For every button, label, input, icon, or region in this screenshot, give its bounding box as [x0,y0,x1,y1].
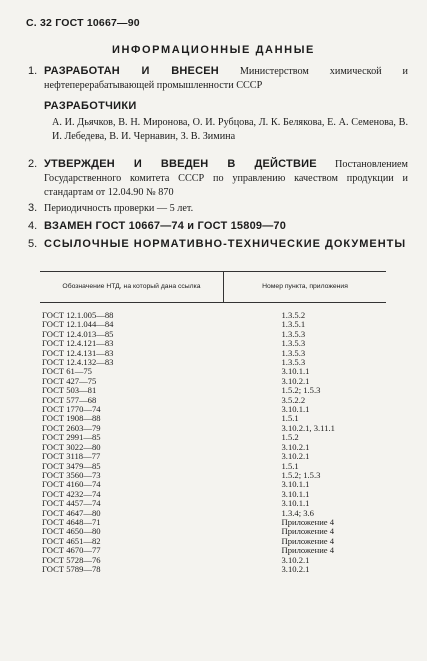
item-number: 5. [28,238,38,250]
ntd-designation-cell: ГОСТ 1770—74 [42,404,101,415]
info-item-2 [28,157,408,200]
clause-number-cell: 3.5.2.2 [281,394,306,405]
ntd-designation-cell: ГОСТ 2991—85 [42,432,101,443]
clause-number-cell: 1.5.2 [281,432,299,443]
clause-number-cell: 3.10.2.1 [281,441,310,452]
table-header-row [40,272,386,303]
ntd-designation-cell: ГОСТ 12.4.131—83 [42,347,114,358]
clause-number-cell: 1.3.4; 3.6 [281,507,314,518]
ntd-designation-cell: ГОСТ 577—68 [42,394,97,405]
table-body [40,303,386,575]
clause-number-cell: 3.10.2.1 [281,554,310,565]
item-heading: УТВЕРЖДЕН И ВВЕДЕН В ДЕЙСТВИЕ [44,158,317,170]
clause-number-cell: 3.10.1.1 [281,498,310,509]
clause-number-cell: Приложение 4 [281,526,335,537]
clause-number-cell: 1.5.1 [281,460,299,471]
item-number: 2. [28,158,38,170]
item-text: Постановлением Государственного комитета СССР по управлению качеством продукции и стандартам от 12.04.90 № 870 [44,159,408,198]
ntd-designation-cell: ГОСТ 12.4.132—83 [42,357,114,368]
table-row [40,303,386,321]
table-row [40,565,386,574]
item-text: Периодичность проверки — 5 лет. [44,203,194,214]
ntd-designation-cell: ГОСТ 4647—80 [42,507,101,518]
clause-number-cell: Приложение 4 [281,516,335,527]
ntd-designation-cell: ГОСТ 4651—82 [42,535,101,546]
ntd-designation-cell: ГОСТ 427—75 [42,375,97,386]
clause-number-cell: 3.10.1.1 [281,404,310,415]
ntd-designation-cell: ГОСТ 12.4.013—85 [42,328,114,339]
clause-number-cell: 3.10.1.1 [281,479,310,490]
item-heading: РАЗРАБОТАН И ВНЕСЕН [44,65,219,77]
item-heading: ССЫЛОЧНЫЕ НОРМАТИВНО-ТЕХНИЧЕСКИЕ ДОКУМЕНТЫ [44,238,407,250]
ntd-designation-cell: ГОСТ 4650—80 [42,526,101,537]
ntd-designation-cell: ГОСТ 12.4.121—83 [42,338,114,349]
item-number: 3. [28,202,38,214]
ntd-designation-cell: ГОСТ 3118—77 [42,451,101,462]
clause-number-cell: 3.10.2.1 [281,375,310,386]
ntd-designation-cell: ГОСТ 3022—80 [42,441,101,452]
col-header-clause: Номер пункта, приложения [224,272,387,303]
item-number: 1. [28,65,38,77]
ntd-designation-cell: ГОСТ 3479—85 [42,460,101,471]
clause-number-cell: 1.3.5.3 [281,357,306,368]
clause-number-cell: 1.3.5.3 [281,338,306,349]
section-title: ИНФОРМАЦИОННЫЕ ДАННЫЕ [111,44,315,56]
page-header: С. 32 ГОСТ 10667—90 [26,17,140,29]
info-item-4 [28,219,408,234]
ntd-designation-cell: ГОСТ 61—75 [42,366,92,377]
clause-number-cell: 1.5.2; 1.5.3 [281,385,321,396]
clause-number-cell: 1.5.1 [281,413,299,424]
ntd-designation-cell: ГОСТ 4670—77 [42,545,101,556]
clause-number-cell: 1.3.5.2 [281,310,306,320]
developers-list: А. И. Дьячков, В. Н. Миронова, О. И. Рубцова, Л. К. Белякова, Е. А. Семенова, В. И. Лебедева, В. И. Чернавин, З. В. Зимина [52,117,408,142]
info-item-5 [28,237,408,252]
clause-number-cell: 3.10.2.1 [281,563,310,574]
clause-number-cell: 3.10.2.1, 3.11.1 [281,422,335,433]
item-number: 4. [28,220,38,232]
ntd-designation-cell: ГОСТ 5728—76 [42,554,101,565]
item-heading: ВЗАМЕН ГОСТ 10667—74 и ГОСТ 15809—70 [44,220,287,232]
ntd-designation-cell: ГОСТ 4232—74 [42,488,101,499]
ntd-designation-cell: ГОСТ 2603—79 [42,422,101,433]
ntd-designation-cell: ГОСТ 5789—78 [42,563,101,574]
ntd-designation-cell: ГОСТ 12.1.044—84 [42,319,114,330]
ntd-designation-cell: ГОСТ 503—81 [42,385,97,396]
info-item-3 [28,201,408,216]
clause-number-cell: 1.5.2; 1.5.3 [281,469,321,480]
clause-number-cell: Приложение 4 [281,535,335,546]
ntd-designation-cell: ГОСТ 4648—71 [42,516,101,527]
ntd-designation-cell: ГОСТ 1908—88 [42,413,101,424]
clause-number-cell: 3.10.1.1 [281,366,310,377]
clause-number-cell: 1.3.5.3 [281,328,306,339]
ntd-designation-cell: ГОСТ 3560—73 [42,469,101,480]
ntd-designation-cell: ГОСТ 4457—74 [42,498,101,509]
developers-heading: РАЗРАБОТЧИКИ [44,100,137,112]
info-item-1 [28,64,408,93]
references-table [40,271,386,574]
clause-number-cell: 1.3.5.1 [281,319,306,330]
item-text: Министерством химической и нефтеперерабатывающей промышленности СССР [44,66,409,91]
clause-number-cell: 3.10.2.1 [281,451,310,462]
clause-number-cell: 1.3.5.3 [281,347,306,358]
clause-number-cell: Приложение 4 [281,545,335,556]
col-header-ntd: Обозначение НТД, на который дана ссылка [40,272,224,303]
ntd-designation-cell: ГОСТ 4160—74 [42,479,101,490]
ntd-designation-cell: ГОСТ 12.1.005—88 [42,310,114,320]
clause-number-cell: 3.10.1.1 [281,488,310,499]
